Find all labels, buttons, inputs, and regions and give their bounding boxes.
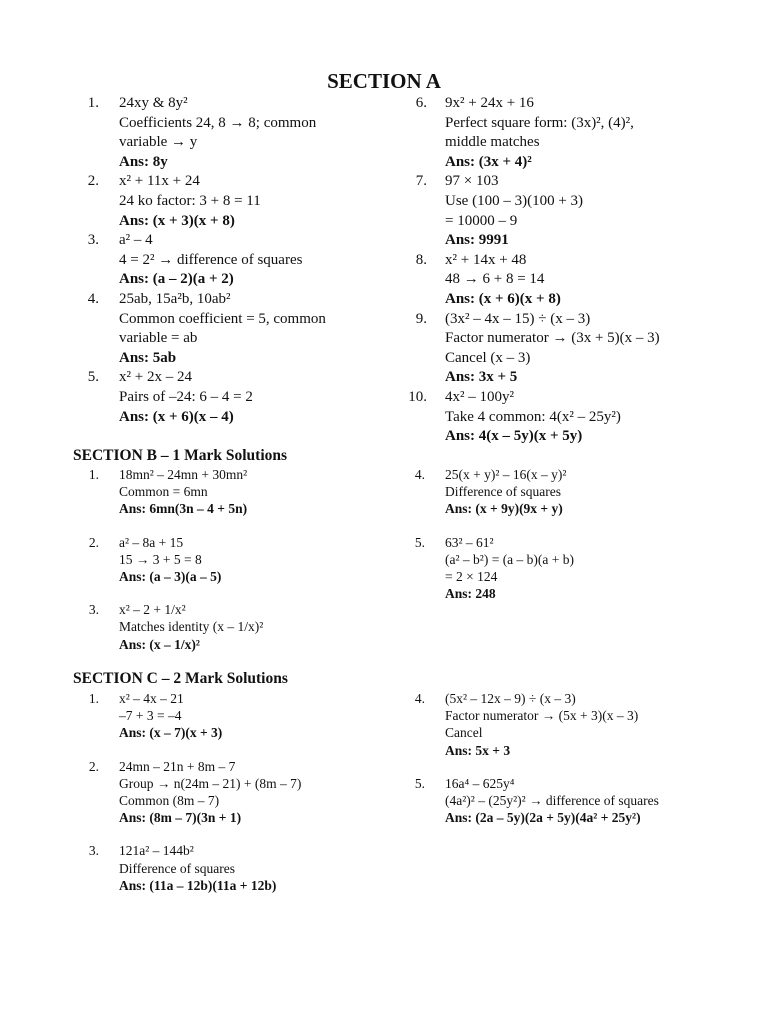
question-number: 5. bbox=[87, 369, 99, 386]
solution-line: (5x² – 12x – 9) ÷ (x – 3) bbox=[445, 691, 576, 706]
answer-line: Ans: (x – 7)(x + 3) bbox=[119, 725, 223, 741]
question-item bbox=[73, 290, 378, 368]
solution-line: 121a² – 144b² bbox=[119, 843, 194, 859]
section-a-right-column bbox=[399, 94, 729, 447]
section-b-left-column bbox=[73, 466, 373, 669]
question-number: 9. bbox=[415, 310, 427, 327]
question-number: 5. bbox=[414, 775, 425, 791]
solution-line: 4 = 2² → difference of squares bbox=[119, 251, 303, 268]
section-a-left-column bbox=[73, 94, 378, 427]
question-number: 10. bbox=[408, 388, 427, 405]
solution-line: 25ab, 15a²b, 10ab² bbox=[119, 290, 231, 307]
question-item bbox=[399, 251, 729, 310]
question-item bbox=[73, 601, 373, 653]
solution-line: = 10000 – 9 bbox=[445, 212, 518, 229]
solution-line: 48 → 6 + 8 = 14 bbox=[445, 271, 545, 288]
question-item bbox=[399, 172, 729, 250]
solution-line: Use (100 – 3)(100 + 3) bbox=[445, 192, 584, 209]
answer-line: Ans: (3x + 4)² bbox=[445, 153, 532, 170]
answer-line: Ans: (x + 9y)(9x + y) bbox=[445, 501, 563, 517]
solution-line: Factor numerator → (3x + 5)(x – 3) bbox=[445, 330, 660, 347]
question-item bbox=[399, 310, 729, 388]
solution-line: x² + 2x – 24 bbox=[119, 369, 192, 386]
answer-line: Ans: (x – 1/x)² bbox=[119, 636, 200, 652]
question-item bbox=[73, 368, 378, 427]
answer-line: Ans: (a – 3)(a – 5) bbox=[119, 569, 222, 585]
solution-line: Matches identity (x – 1/x)² bbox=[119, 619, 264, 635]
question-number: 5. bbox=[414, 534, 425, 550]
solution-line: 24 ko factor: 3 + 8 = 11 bbox=[119, 192, 261, 209]
answer-line: Ans: (2a – 5y)(2a + 5y)(4a² + 25y²) bbox=[445, 810, 641, 826]
question-item bbox=[73, 758, 373, 827]
answer-line: Ans: (a – 2)(a + 2) bbox=[119, 271, 234, 288]
solution-line: x² – 4x – 21 bbox=[119, 691, 184, 706]
question-item bbox=[73, 690, 373, 742]
solution-line: (3x² – 4x – 15) ÷ (x – 3) bbox=[445, 310, 591, 327]
solution-line: 63² – 61² bbox=[445, 534, 494, 550]
question-number: 1. bbox=[88, 691, 99, 706]
solution-line: 4x² – 100y² bbox=[445, 388, 514, 405]
answer-line: Ans: (11a – 12b)(11a + 12b) bbox=[119, 877, 277, 893]
question-item bbox=[73, 231, 378, 290]
solution-line: Pairs of –24: 6 – 4 = 2 bbox=[119, 388, 253, 405]
answer-line: Ans: (x + 6)(x – 4) bbox=[119, 408, 234, 425]
solution-line: Perfect square form: (3x)², (4)², bbox=[445, 114, 634, 131]
section-b-right-column bbox=[399, 466, 729, 618]
solution-line: 24xy & 8y² bbox=[119, 95, 188, 111]
section-b-title: SECTION B – 1 Mark Solutions bbox=[73, 447, 288, 464]
solution-line: variable → y bbox=[119, 134, 198, 151]
solution-line: 18mn² – 24mn + 30mn² bbox=[119, 467, 248, 482]
question-number: 2. bbox=[88, 758, 99, 774]
solution-line: Cancel bbox=[445, 725, 483, 741]
solution-line: Difference of squares bbox=[119, 860, 235, 876]
question-item bbox=[399, 94, 729, 172]
question-number: 3. bbox=[87, 232, 99, 249]
section-c-title: SECTION C – 2 Mark Solutions bbox=[73, 670, 288, 687]
question-number: 3. bbox=[88, 843, 99, 859]
solution-line: Coefficients 24, 8 → 8; common bbox=[119, 114, 317, 131]
solution-line: 97 × 103 bbox=[445, 173, 499, 190]
answer-line: Ans: 9991 bbox=[445, 232, 509, 249]
solution-line: 16a⁴ – 625y⁴ bbox=[445, 775, 515, 791]
question-item bbox=[399, 388, 729, 447]
question-number: 4. bbox=[87, 290, 99, 307]
solution-line: Common (8m – 7) bbox=[119, 793, 220, 809]
question-number: 4. bbox=[414, 691, 425, 706]
solution-line: = 2 × 124 bbox=[445, 569, 498, 585]
answer-line: Ans: 6mn(3n – 4 + 5n) bbox=[119, 501, 248, 517]
question-number: 8. bbox=[415, 251, 427, 268]
solution-line: x² + 11x + 24 bbox=[119, 173, 200, 190]
solution-line: a² – 4 bbox=[119, 232, 153, 249]
solution-line: Common coefficient = 5, common bbox=[119, 310, 326, 327]
solution-line: x² + 14x + 48 bbox=[445, 251, 527, 268]
answer-line: Ans: (8m – 7)(3n + 1) bbox=[119, 810, 242, 826]
answer-line: Ans: (x + 6)(x + 8) bbox=[445, 290, 561, 307]
question-item bbox=[73, 172, 378, 231]
answer-line: Ans: 8y bbox=[119, 153, 168, 170]
question-number: 6. bbox=[415, 95, 427, 111]
solution-line: a² – 8a + 15 bbox=[119, 534, 184, 550]
solution-line: 25(x + y)² – 16(x – y)² bbox=[445, 467, 567, 482]
question-number: 3. bbox=[88, 602, 99, 618]
solution-line: variable = ab bbox=[119, 330, 198, 347]
question-number: 7. bbox=[415, 173, 427, 190]
section-c-left-column bbox=[73, 690, 373, 910]
solution-line: 24mn – 21n + 8m – 7 bbox=[119, 758, 236, 774]
solution-line: Group → n(24m – 21) + (8m – 7) bbox=[119, 775, 302, 791]
solution-line: Take 4 common: 4(x² – 25y²) bbox=[445, 408, 621, 425]
question-item bbox=[73, 466, 373, 518]
solution-line: Factor numerator → (5x + 3)(x – 3) bbox=[445, 708, 639, 724]
question-number: 2. bbox=[87, 173, 99, 190]
solution-line: middle matches bbox=[445, 134, 540, 151]
question-number: 4. bbox=[414, 467, 425, 482]
answer-line: Ans: 3x + 5 bbox=[445, 369, 518, 386]
question-item bbox=[399, 775, 739, 827]
question-number: 1. bbox=[87, 95, 99, 111]
section-a-title: SECTION A bbox=[327, 69, 441, 93]
question-item bbox=[73, 534, 373, 586]
answer-line: Ans: 248 bbox=[445, 586, 496, 602]
answer-line: Ans: (x + 3)(x + 8) bbox=[119, 212, 235, 229]
solution-line: 15 → 3 + 5 = 8 bbox=[119, 551, 202, 567]
solution-line: Cancel (x – 3) bbox=[445, 349, 531, 366]
answer-line: Ans: 5ab bbox=[119, 349, 177, 366]
answer-line: Ans: 4(x – 5y)(x + 5y) bbox=[445, 428, 583, 445]
question-item bbox=[399, 690, 739, 759]
question-item bbox=[73, 842, 373, 894]
solution-line: (4a²)² – (25y²)² → difference of squares bbox=[445, 793, 659, 809]
solution-line: –7 + 3 = –4 bbox=[119, 708, 182, 724]
question-item bbox=[399, 466, 729, 518]
answer-line: Ans: 5x + 3 bbox=[445, 742, 511, 758]
question-number: 1. bbox=[88, 467, 99, 482]
solution-line: Common = 6mn bbox=[119, 484, 208, 500]
section-c-right-column bbox=[399, 690, 739, 842]
solution-line: Difference of squares bbox=[445, 484, 561, 500]
question-number: 2. bbox=[88, 534, 99, 550]
solution-line: 9x² + 24x + 16 bbox=[445, 95, 534, 111]
solution-line: x² – 2 + 1/x² bbox=[119, 602, 186, 618]
question-item bbox=[73, 94, 378, 172]
question-item bbox=[399, 534, 729, 603]
solution-line: (a² – b²) = (a – b)(a + b) bbox=[445, 551, 575, 567]
